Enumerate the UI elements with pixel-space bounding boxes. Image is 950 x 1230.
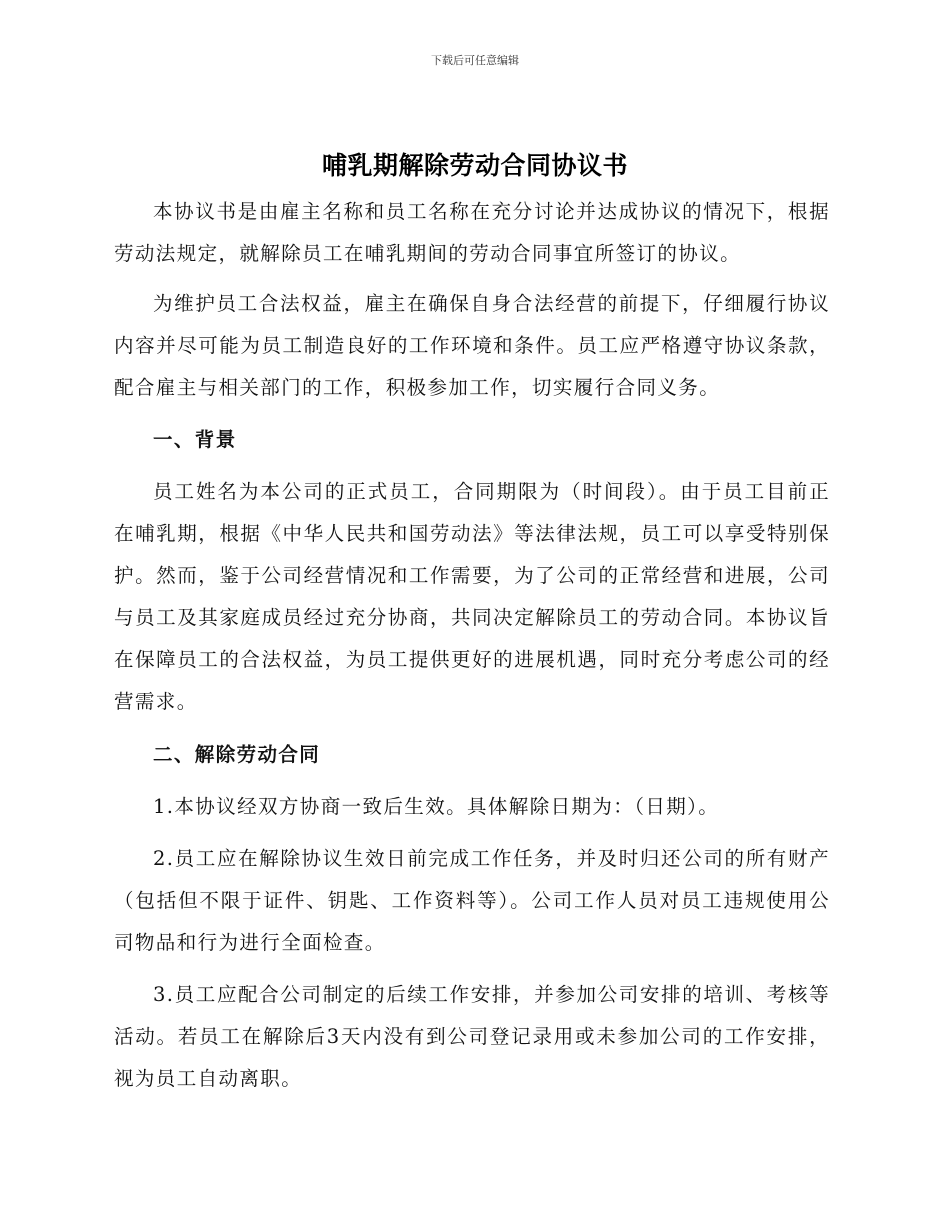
- intro-paragraph-1: 本协议书是由雇主名称和员工名称在充分讨论并达成协议的情况下，根据劳动法规定，就解除员工在哺乳期间的劳动合同事宜所签订的协议。: [114, 200, 830, 265]
- document-title: 哺乳期解除劳动合同协议书: [321, 151, 628, 180]
- intro-paragraph-2: 为维护员工合法权益，雇主在确保自身合法经营的前提下，仔细履行协议内容并尽可能为员工制造良好的工作环境和条件。员工应严格遵守协议条款，配合雇主与相关部门的工作，积极参加工作，切实履行合同义务。: [114, 292, 830, 399]
- background-paragraph: 员工姓名为本公司的正式员工，合同期限为（时间段）。由于员工目前正在哺乳期，根据《中华人民共和国劳动法》等法律法规，员工可以享受特别保护。然而，鉴于公司经营情况和工作需要，为了公司的正常经营和进展，公司与员工及其家庭成员经过充分协商，共同决定解除员工的劳动合同。本协议旨在保障员工的合法权益，为员工提供更好的进展机遇，同时充分考虑公司的经营需求。: [114, 480, 830, 713]
- clause-2: 2.员工应在解除协议生效日前完成工作任务，并及时归还公司的所有财产（包括但不限于证件、钥匙、工作资料等）。公司工作人员对员工违规使用公司物品和行为进行全面检查。: [114, 847, 830, 954]
- clause-3: 3.员工应配合公司制定的后续工作安排，并参加公司安排的培训、考核等活动。若员工在解除后3天内没有到公司登记录用或未参加公司的工作安排，视为员工自动离职。: [114, 983, 830, 1090]
- section-heading-termination: 二、解除劳动合同: [153, 743, 321, 766]
- header-note: 下载后可任意编辑: [431, 54, 519, 67]
- section-heading-background: 一、背景: [153, 428, 237, 451]
- clause-1: 1.本协议经双方协商一致后生效。具体解除日期为：（日期）。: [153, 795, 720, 818]
